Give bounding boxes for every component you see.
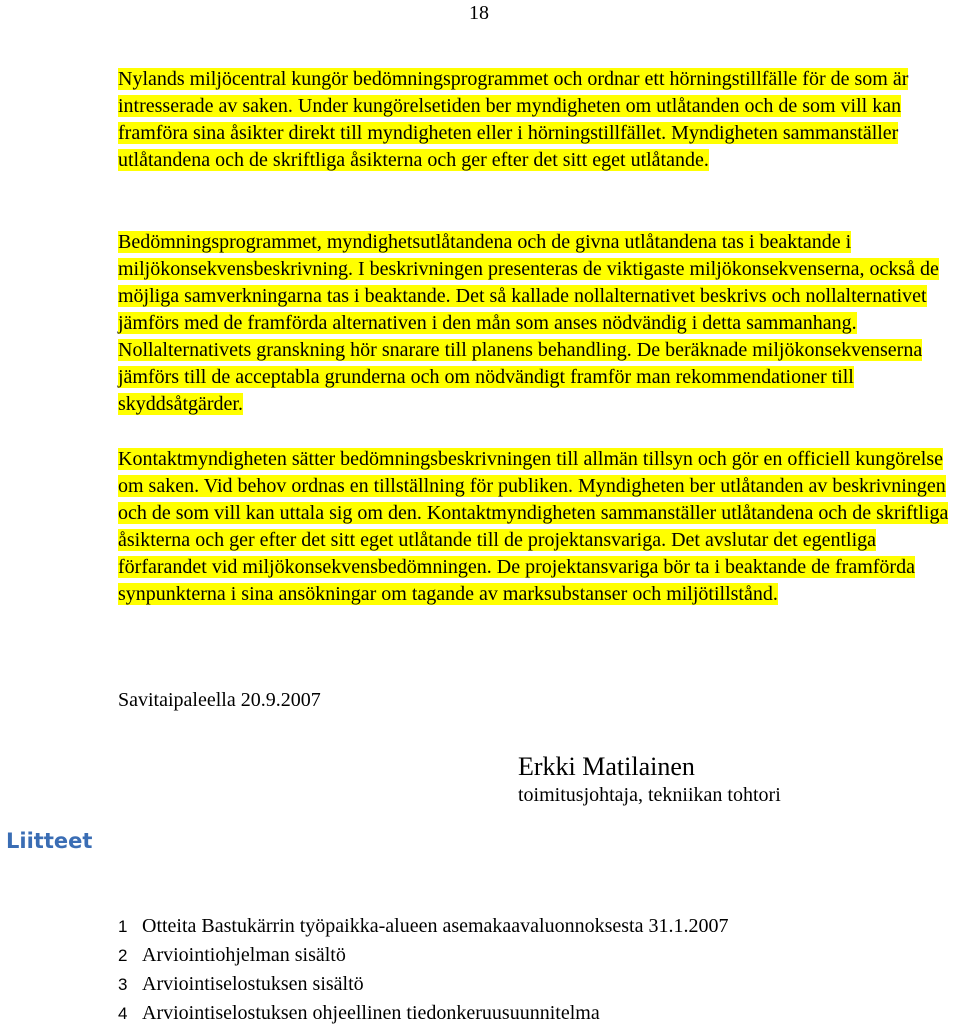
appendix-text: Arviointiselostuksen ohjeellinen tiedonkeruusuunnitelma [142, 1002, 600, 1024]
appendix-number: 2 [118, 946, 128, 965]
appendix-item [118, 912, 728, 941]
appendix-number: 1 [118, 917, 128, 936]
paragraph-assessment [118, 229, 954, 418]
appendix-list [118, 912, 728, 1028]
highlighted-text: Bedömningsprogrammet, myndighetsutlåtandena och de givna utlåtandena tas i beaktande i miljökonsekvensbeskrivning. I beskrivningen presenteras de viktigaste miljökonsekvenserna, också de möjliga samverkningarna tas i beaktande. Det så kallade nollalternativet beskrivs och nollalternativet jämförs med de framförda alternativen i den mån som anses nödvändig i detta sammanhang. Nollalternativets granskning hör snarare till planens behandling. De beräknade miljökonsekvenserna jämförs till de acceptabla grunderna och om nödvändigt framför man rekommendationer till skyddsåtgärder. [118, 231, 939, 415]
appendix-item [118, 999, 728, 1028]
appendix-item [118, 970, 728, 999]
appendix-number: 4 [118, 1004, 128, 1023]
appendix-text: Otteita Bastukärrin työpaikka-alueen asemakaavaluonnoksesta 31.1.2007 [142, 915, 729, 937]
paragraph-contact-authority [118, 446, 954, 608]
signature-title: toimitusjohtaja, tekniikan tohtori [518, 784, 781, 806]
appendix-heading: Liitteet [6, 829, 93, 853]
page-number: 18 [469, 2, 489, 24]
paragraph-hearing [118, 66, 954, 174]
signature-place-date: Savitaipaleella 20.9.2007 [118, 689, 321, 711]
highlighted-text: Nylands miljöcentral kungör bedömningsprogrammet och ordnar ett hörningstillfälle för de som är intresserade av saken. Under kungörelsetiden ber myndigheten om utlåtanden och de som vill kan framföra sina åsikter direkt till myndigheten eller i hörningstillfället. Myndigheten sammanställer utlåtandena och de skriftliga åsikterna och ger efter det sitt eget utlåtande. [118, 68, 909, 171]
appendix-text: Arviointiohjelman sisältö [142, 944, 346, 966]
highlighted-text: Kontaktmyndigheten sätter bedömningsbeskrivningen till allmän tillsyn och gör en officiell kungörelse om saken. Vid behov ordnas en tillställning för publiken. Myndigheten ber utlåtanden av beskrivningen och de som vill kan uttala sig om den. Kontaktmyndigheten sammanställer utlåtandena och de skriftliga åsikterna och ger efter det sitt eget utlåtande till de projektansvariga. Det avslutar det egentliga förfarandet vid miljökonsekvensbedömningen. De projektansvariga bör ta i beaktande de framförda synpunkterna i sina ansökningar om tagande av marksubstanser och miljötillstånd. [118, 448, 949, 605]
appendix-item [118, 941, 728, 970]
signature-name: Erkki Matilainen [518, 752, 695, 781]
appendix-text: Arviointiselostuksen sisältö [142, 973, 364, 995]
appendix-number: 3 [118, 975, 128, 994]
